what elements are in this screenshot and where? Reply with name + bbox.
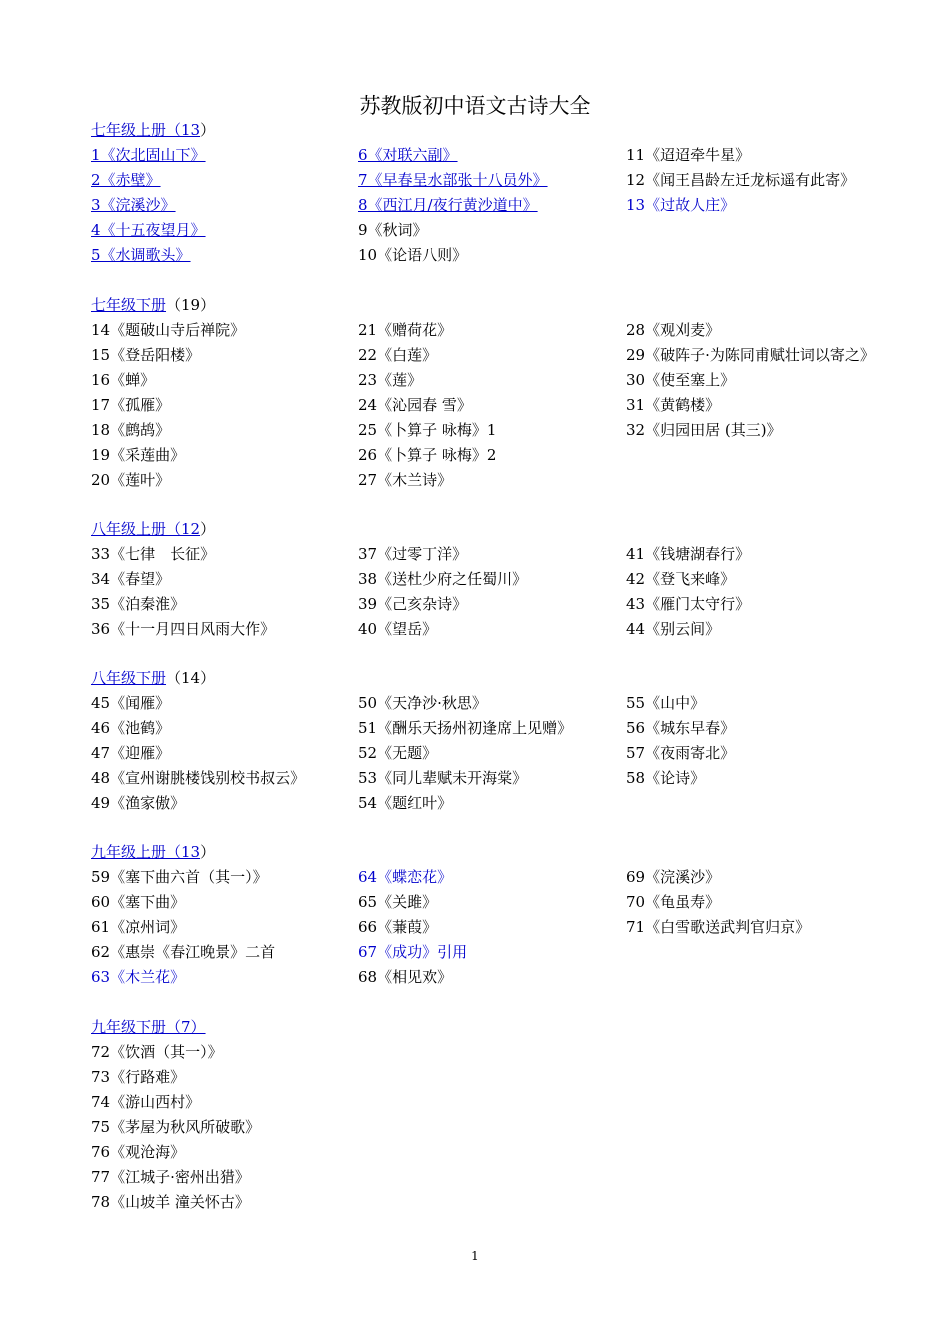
poem-item: 16《蝉》: [91, 371, 156, 389]
poem-item: 35《泊秦淮》: [91, 595, 186, 613]
poem-item: 27《木兰诗》: [358, 471, 453, 489]
poem-item: 18《鹧鸪》: [91, 421, 171, 439]
poem-item: 10《论语八则》: [358, 246, 468, 264]
poem-item: 38《送杜少府之任蜀川》: [358, 570, 528, 588]
poem-item: 13《过故人庄》: [626, 196, 736, 214]
poem-item: 71《白雪歌送武判官归京》: [626, 918, 811, 936]
poem-item[interactable]: 1《次北固山下》: [91, 146, 206, 164]
poem-item: 78《山坡羊 潼关怀古》: [91, 1193, 250, 1211]
poem-column: [358, 544, 527, 644]
poem-item: 17《孤雁》: [91, 396, 171, 414]
poem-item: 14《题破山寺后禅院》: [91, 321, 246, 339]
poem-item[interactable]: 5《水调歌头》: [91, 246, 191, 264]
poem-column: [626, 867, 810, 942]
poem-item: 39《己亥杂诗》: [358, 595, 468, 613]
section-heading: [91, 295, 215, 315]
poem-item: 15《登岳阳楼》: [91, 346, 201, 364]
poem-item[interactable]: 6《对联六副》: [358, 146, 458, 164]
poem-item: 44《别云间》: [626, 620, 721, 638]
poem-item: 26《卜算子 咏梅》2: [358, 446, 497, 464]
poem-item: 49《渔家傲》: [91, 794, 186, 812]
poem-item: 21《赠荷花》: [358, 321, 453, 339]
poem-item: 23《莲》: [358, 371, 423, 389]
section-heading: [91, 842, 215, 862]
poem-item: 60《塞下曲》: [91, 893, 186, 911]
poem-item: 42《登飞来峰》: [626, 570, 736, 588]
poem-item[interactable]: 3《浣溪沙》: [91, 196, 176, 214]
poem-item: 70《龟虽寿》: [626, 893, 721, 911]
poem-item: 34《春望》: [91, 570, 171, 588]
poem-item: 46《池鹤》: [91, 719, 171, 737]
poem-item[interactable]: 8《西江月/夜行黄沙道中》: [358, 196, 538, 214]
page-number: 1: [471, 1249, 479, 1263]
poem-item: 22《白莲》: [358, 346, 438, 364]
poem-item: 48《宣州谢朓楼饯别校书叔云》: [91, 769, 306, 787]
poem-column: [626, 693, 735, 793]
poem-column: [358, 145, 548, 270]
poem-item: 63《木兰花》: [91, 968, 186, 986]
poem-item: 68《相见欢》: [358, 968, 453, 986]
poem-column: [91, 1042, 260, 1217]
poem-item: 30《使至塞上》: [626, 371, 736, 389]
poem-item: 55《山中》: [626, 694, 706, 712]
poem-item: 65《关雎》: [358, 893, 438, 911]
poem-item: 72《饮酒（其一）》: [91, 1043, 223, 1061]
section-count: ）: [200, 520, 216, 538]
poem-item: 29《破阵子·为陈同甫赋壮词以寄之》: [626, 346, 875, 364]
poem-item: 53《同儿辈赋未开海棠》: [358, 769, 528, 787]
poem-column: [626, 145, 855, 220]
poem-item: 61《凉州词》: [91, 918, 186, 936]
poem-item: 59《塞下曲六首（其一）》: [91, 868, 268, 886]
poem-item: 47《迎雁》: [91, 744, 171, 762]
poem-item: 52《无题》: [358, 744, 438, 762]
poem-item[interactable]: 2《赤壁》: [91, 171, 161, 189]
poem-item: 73《行路难》: [91, 1068, 186, 1086]
poem-item: 76《观沧海》: [91, 1143, 186, 1161]
section-heading: [91, 120, 215, 140]
poem-item: 62《惠崇《春江晚景》二首: [91, 943, 276, 961]
poem-item: 50《天净沙·秋思》: [358, 694, 487, 712]
poem-item: 24《沁园春 雪》: [358, 396, 472, 414]
section-count: ）: [200, 843, 216, 861]
poem-item: 67《成功》引用: [358, 943, 468, 961]
section-heading-link[interactable]: 九年级下册（7）: [91, 1018, 206, 1036]
poem-item: 11《迢迢牵牛星》: [626, 146, 751, 164]
poem-column: [626, 320, 875, 445]
section-heading-link[interactable]: 七年级上册（13: [91, 121, 201, 139]
poem-item: 69《浣溪沙》: [626, 868, 721, 886]
poem-item: 43《雁门太守行》: [626, 595, 751, 613]
poem-column: [358, 867, 467, 992]
poem-item: 45《闻雁》: [91, 694, 171, 712]
poem-item: 19《采莲曲》: [91, 446, 186, 464]
poem-item: 33《七律 长征》: [91, 545, 216, 563]
poem-column: [91, 145, 206, 270]
poem-item: 51《酬乐天扬州初逢席上见赠》: [358, 719, 573, 737]
poem-column: [91, 693, 305, 818]
section-heading-link[interactable]: 八年级上册（12: [91, 520, 201, 538]
document-title: 苏教版初中语文古诗大全: [359, 94, 591, 118]
poem-item: 25《卜算子 咏梅》1: [358, 421, 497, 439]
poem-item: 58《论诗》: [626, 769, 706, 787]
poem-item: 64《蝶恋花》: [358, 868, 453, 886]
poem-item[interactable]: 4《十五夜望月》: [91, 221, 206, 239]
poem-item: 57《夜雨寄北》: [626, 744, 736, 762]
section-heading: [91, 668, 215, 688]
section-heading-link[interactable]: 九年级上册（13: [91, 843, 201, 861]
poem-item[interactable]: 7《早春呈水部张十八员外》: [358, 171, 548, 189]
poem-column: [91, 320, 245, 495]
section-count: ）: [200, 121, 216, 139]
poem-item: 37《过零丁洋》: [358, 545, 468, 563]
poem-item: 28《观刈麦》: [626, 321, 721, 339]
section-heading-link[interactable]: 七年级下册: [91, 296, 167, 314]
poem-item: 32《归园田居 (其三)》: [626, 421, 782, 439]
poem-item: 75《茅屋为秋风所破歌》: [91, 1118, 261, 1136]
poem-item: 74《游山西村》: [91, 1093, 201, 1111]
poem-column: [358, 693, 572, 818]
poem-item: 56《城东早春》: [626, 719, 736, 737]
poem-item: 20《莲叶》: [91, 471, 171, 489]
poem-item: 66《蒹葭》: [358, 918, 438, 936]
poem-item: 54《题红叶》: [358, 794, 453, 812]
section-count: （14）: [166, 669, 216, 687]
poem-item: 36《十一月四日风雨大作》: [91, 620, 276, 638]
section-heading: [91, 1017, 206, 1037]
poem-item: 40《望岳》: [358, 620, 438, 638]
poem-item: 41《钱塘湖春行》: [626, 545, 751, 563]
section-heading-link[interactable]: 八年级下册: [91, 669, 167, 687]
section-heading: [91, 519, 215, 539]
poem-item: 31《黄鹤楼》: [626, 396, 721, 414]
poem-column: [358, 320, 496, 495]
poem-column: [91, 544, 275, 644]
poem-column: [626, 544, 750, 644]
poem-item: 77《江城子·密州出猎》: [91, 1168, 250, 1186]
poem-column: [91, 867, 275, 992]
section-count: （19）: [166, 296, 216, 314]
poem-item: 12《闻王昌龄左迁龙标遥有此寄》: [626, 171, 856, 189]
poem-item: 9《秋词》: [358, 221, 428, 239]
